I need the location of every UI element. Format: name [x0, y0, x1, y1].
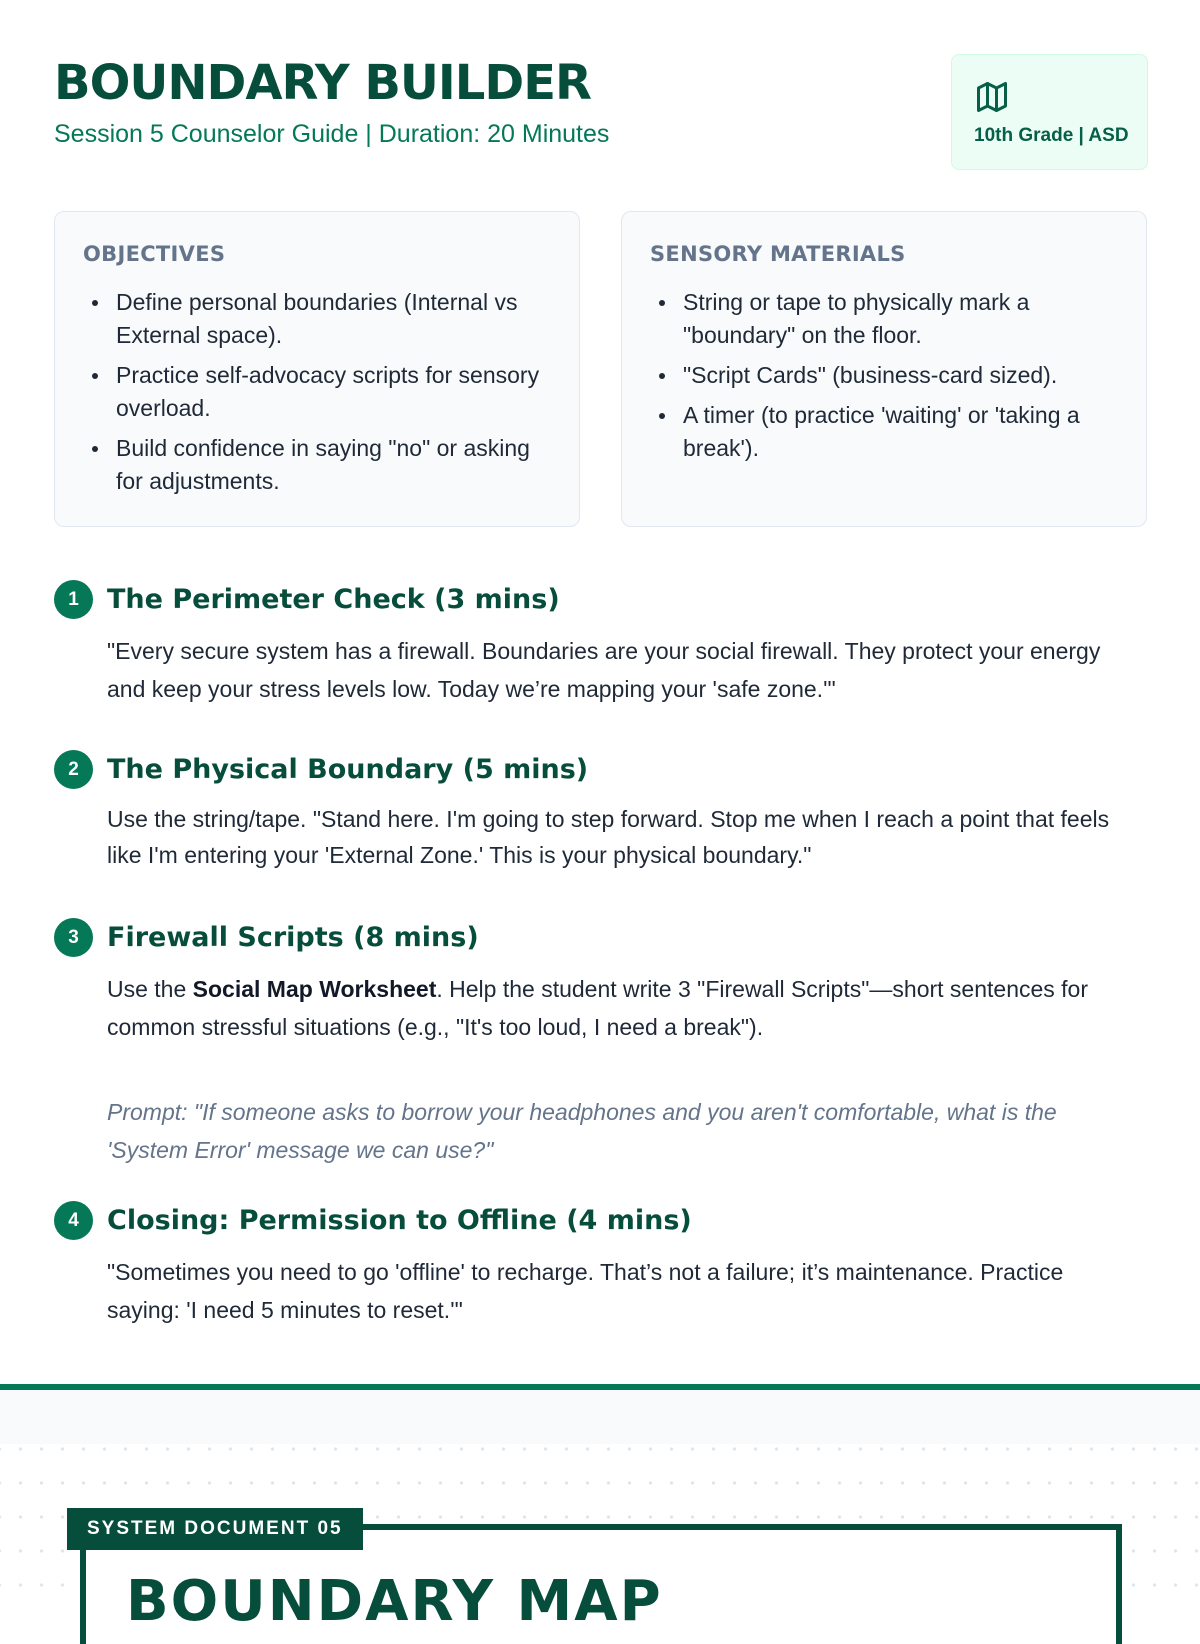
page-subtitle: Session 5 Counselor Guide | Duration: 20 Minutes [54, 120, 610, 148]
step-body: Use the string/tape. "Stand here. I'm going to step forward. Stop me when I reach a point that feels like I'm entering your 'External Zone.' This is your physical boundary." [107, 806, 1110, 868]
step-body-text: Use the [107, 976, 193, 1002]
step-number-badge: 2 [54, 750, 93, 789]
page-title: BOUNDARY BUILDER [54, 55, 591, 111]
step-body: "Sometimes you need to go 'offline' to recharge. That’s not a failure; it’s maintenance. Practice saying: 'I need 5 minutes to reset.'" [107, 1259, 1064, 1323]
counselor-prompt: Prompt: "If someone asks to borrow your headphones and you aren't comfortable, what is the 'System Error' message we can use?" [107, 1099, 1057, 1163]
grade-badge [951, 54, 1148, 170]
worksheet-name: Social Map Worksheet [192, 976, 437, 1002]
material-item: "Script Cards" (business-card sized). [650, 359, 1120, 392]
document-tag: SYSTEM DOCUMENT 05 [67, 1508, 363, 1550]
step-title: Firewall Scripts (8 mins) [107, 922, 479, 953]
objective-item: Build confidence in saying "no" or asking for adjustments. [83, 432, 553, 498]
objective-item: Practice self-advocacy scripts for sensory overload. [83, 359, 553, 425]
materials-title: SENSORY MATERIALS [650, 242, 906, 266]
step-number-badge: 4 [54, 1201, 93, 1240]
material-item: A timer (to practice 'waiting' or 'taking a break'). [650, 399, 1120, 465]
materials-card [621, 211, 1147, 527]
objectives-list [83, 286, 553, 505]
grade-badge-label: 10th Grade | ASD [974, 125, 1129, 146]
step-body: "Every secure system has a firewall. Boundaries are your social firewall. They protect your energy and keep your stress levels low. Today we’re mapping your 'safe zone.'" [107, 638, 1101, 702]
map-icon [974, 79, 1010, 115]
step-body [107, 970, 1137, 1046]
step-body-text: . Help the student write 3 "Firewall Scripts"—short sentences for common stressful situations (e.g., "It's too loud, I need a break"). [107, 976, 1089, 1040]
materials-list [650, 286, 1120, 472]
step-title: The Perimeter Check (3 mins) [107, 584, 560, 615]
page-gap [0, 1390, 1200, 1444]
step-title: The Physical Boundary (5 mins) [107, 754, 589, 785]
step-title: Closing: Permission to Offline (4 mins) [107, 1205, 692, 1236]
document-title: BOUNDARY MAP [126, 1569, 663, 1634]
objectives-card [54, 211, 580, 527]
objective-item: Define personal boundaries (Internal vs External space). [83, 286, 553, 352]
objectives-title: OBJECTIVES [83, 242, 226, 266]
step-number-badge: 3 [54, 918, 93, 957]
material-item: String or tape to physically mark a "boundary" on the floor. [650, 286, 1120, 352]
header [54, 52, 1148, 172]
step-number-badge: 1 [54, 580, 93, 619]
